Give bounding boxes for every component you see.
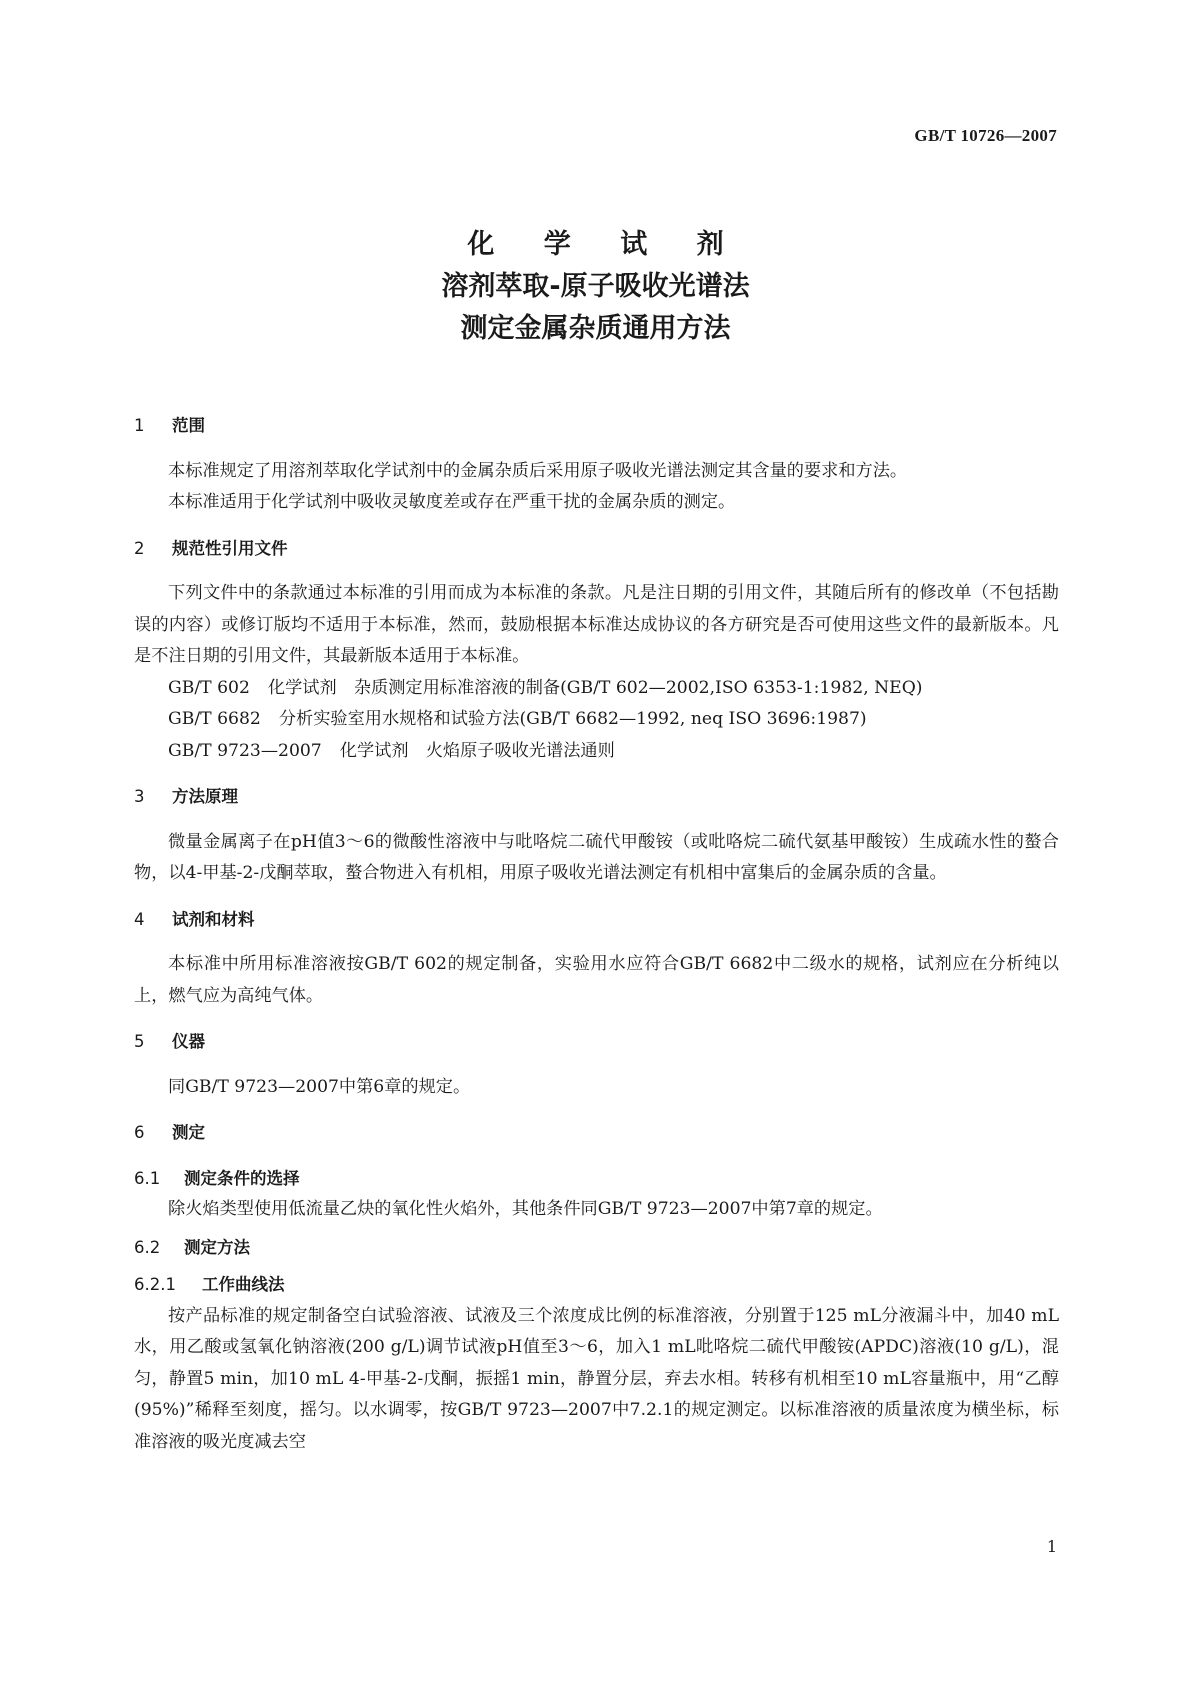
- reference-code: GB/T 6682: [168, 709, 261, 729]
- reference-code: GB/T 9723—2007: [168, 740, 322, 761]
- subsection-6-2-heading: [134, 1232, 1059, 1264]
- section-number: 6.2.1: [134, 1275, 176, 1294]
- section-5-heading: [134, 1026, 1059, 1058]
- section-4-heading: [134, 904, 1059, 936]
- section-title: 范围: [172, 416, 205, 435]
- section-title: 试剂和材料: [172, 909, 255, 929]
- section-title: 测定: [172, 1123, 205, 1142]
- section-number: 3: [134, 787, 145, 806]
- subsection-6-2-1-heading: [134, 1269, 1059, 1301]
- section-title: 规范性引用文件: [172, 538, 288, 558]
- section-number: 6.1: [134, 1168, 161, 1188]
- section-4-paragraph-1: 本标准中所用标准溶液按GB/T 602的规定制备，实验用水应符合GB/T 6682中二级水的规格，试剂应在分析纯以上，燃气应为高纯气体。: [134, 954, 1059, 1006]
- section-title: 工作曲线法: [202, 1275, 285, 1294]
- section-2-heading: [134, 533, 1059, 565]
- document-title: [0, 224, 1191, 350]
- section-number: 6: [134, 1123, 145, 1142]
- section-3-paragraph-1: 微量金属离子在pH值3～6的微酸性溶液中与吡咯烷二硫代甲酸铵（或吡咯烷二硫代氨基甲酸铵）生成疏水性的螯合物，以4-甲基-2-戊酮萃取，螯合物进入有机相，用原子吸收光谱法测定有机相中富集后的金属杂质的含量。: [134, 831, 1059, 883]
- section-3-heading: [134, 781, 1059, 813]
- section-number: 1: [134, 416, 145, 435]
- reference-item: [134, 736, 1059, 768]
- title-line-1: 化 学 试 剂: [467, 229, 744, 260]
- document-code: GB/T 10726—2007: [914, 126, 1057, 145]
- subsection-6-1-paragraph-1: 除火焰类型使用低流量乙炔的氧化性火焰外，其他条件同GB/T 9723—2007中第7章的规定。: [168, 1199, 883, 1219]
- section-2-paragraph-1: 下列文件中的条款通过本标准的引用而成为本标准的条款。凡是注日期的引用文件，其随后所有的修改单（不包括勘误的内容）或修订版均不适用于本标准，然而，鼓励根据本标准达成协议的各方研究是否可使用这些文件的最新版本。凡是不注日期的引用文件，其最新版本适用于本标准。: [134, 583, 1059, 666]
- reference-text: 化学试剂 火焰原子吸收光谱法通则: [339, 740, 615, 761]
- reference-code: GB/T 602: [168, 677, 250, 698]
- reference-item: [134, 673, 1059, 705]
- page-number: 1: [1046, 1537, 1057, 1556]
- section-title: 仪器: [172, 1032, 205, 1051]
- title-line-2: 溶剂萃取-原子吸收光谱法: [441, 271, 750, 302]
- section-1-paragraph-2: 本标准适用于化学试剂中吸收灵敏度差或存在严重干扰的金属杂质的测定。: [168, 492, 736, 512]
- section-number: 5: [134, 1032, 145, 1051]
- section-number: 4: [134, 909, 145, 929]
- section-number: 2: [134, 538, 145, 558]
- subsection-6-1-heading: [134, 1163, 1059, 1195]
- document-body: [134, 410, 1059, 1458]
- reference-item: [134, 704, 1059, 736]
- section-title: 测定条件的选择: [184, 1168, 300, 1188]
- section-1-heading: [134, 410, 1059, 442]
- reference-text: 分析实验室用水规格和试验方法(GB/T 6682—1992, neq ISO 3696:1987): [278, 709, 867, 729]
- section-title: 方法原理: [172, 787, 238, 806]
- section-title: 测定方法: [184, 1237, 250, 1257]
- reference-text: 化学试剂 杂质测定用标准溶液的制备(GB/T 602—2002,ISO 6353-1:1982, NEQ): [267, 677, 923, 698]
- section-6-heading: [134, 1117, 1059, 1149]
- section-number: 6.2: [134, 1237, 161, 1257]
- title-line-3: 测定金属杂质通用方法: [460, 313, 731, 344]
- subsection-6-2-1-paragraph-1: 按产品标准的规定制备空白试验溶液、试液及三个浓度成比例的标准溶液，分别置于125 mL分液漏斗中，加40 mL水，用乙酸或氢氧化钠溶液(200 g/L)调节试液pH值至3～6，加入1 mL吡咯烷二硫代甲酸铵(APDC)溶液(10 g/L)，混匀，静置5 min，加10 mL 4-甲基-2-戊酮，振摇1 min，静置分层，弃去水相。转移有机相至10 mL容量瓶中，用“乙醇(95%)”稀释至刻度，摇匀。以水调零，按GB/T 9723—2007中7.2.1的规定测定。以标准溶液的质量浓度为横坐标，标准溶液的吸光度减去空: [134, 1305, 1059, 1452]
- section-5-paragraph-1: 同GB/T 9723—2007中第6章的规定。: [168, 1076, 471, 1097]
- section-1-paragraph-1: 本标准规定了用溶剂萃取化学试剂中的金属杂质后采用原子吸收光谱法测定其含量的要求和方法。: [168, 460, 908, 481]
